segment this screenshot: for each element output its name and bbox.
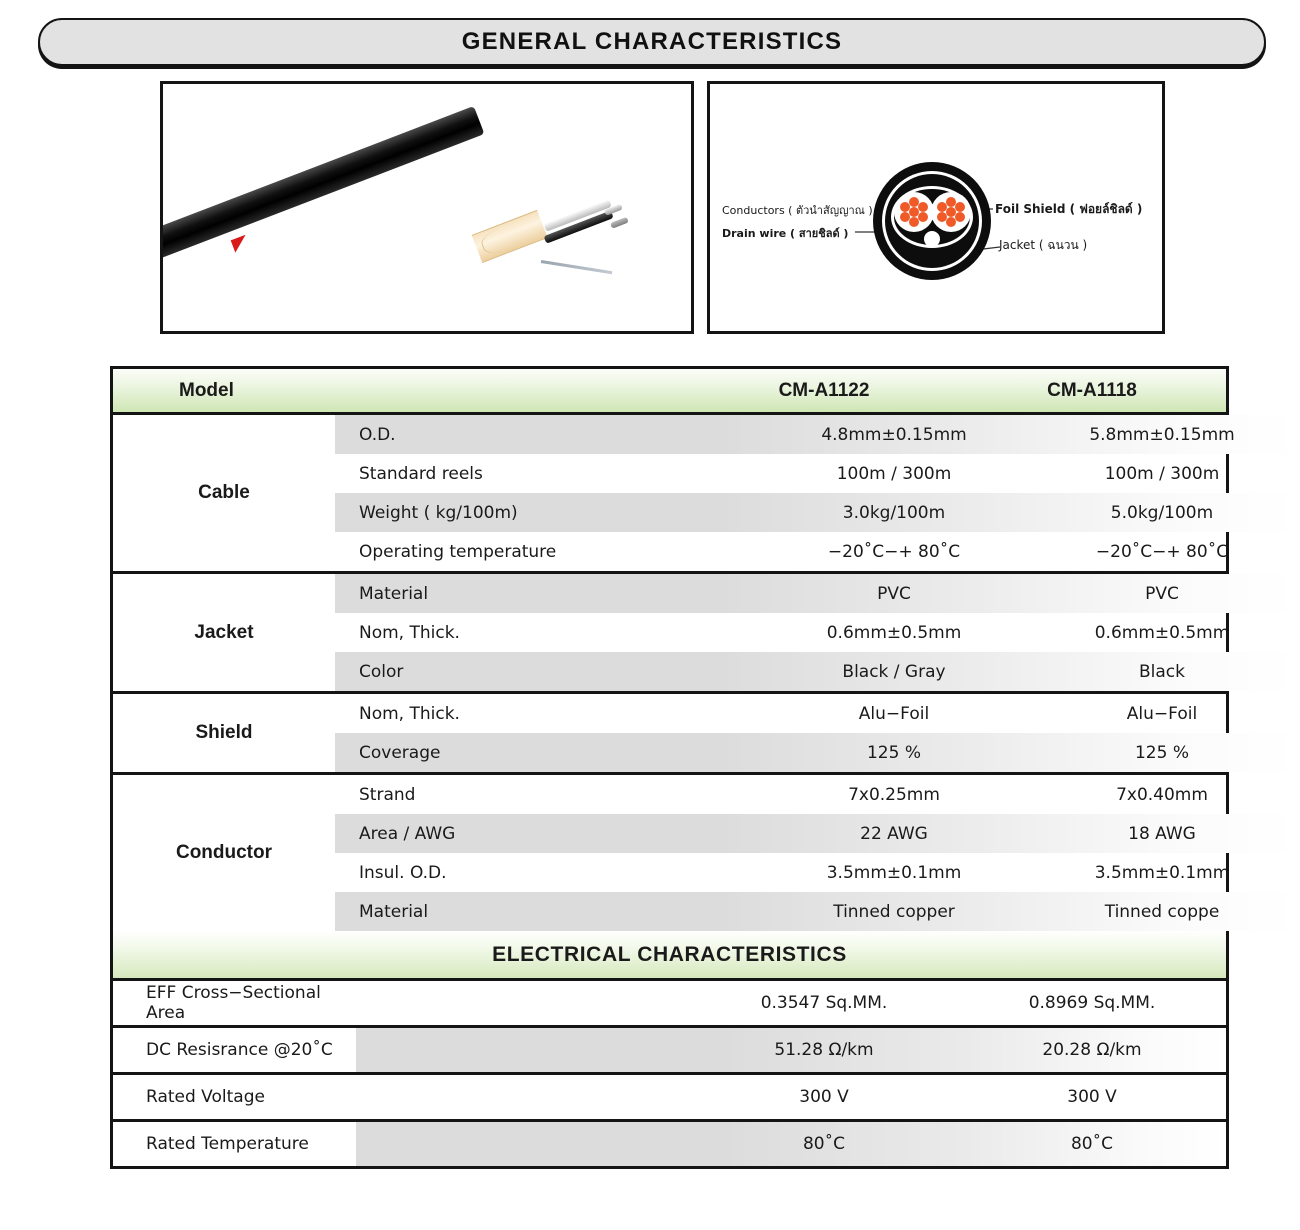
section-category-label: Cable xyxy=(198,482,250,503)
row-value-col1: Tinned copper xyxy=(833,901,955,922)
row-property-label: Coverage xyxy=(359,742,441,763)
drain-wire-illustration xyxy=(541,260,613,274)
header-model-col1: CM-A1122 xyxy=(778,379,870,401)
row-value-col1: Alu−Foil xyxy=(858,703,930,724)
row-property-label: Material xyxy=(359,901,429,922)
electrical-value-col1: 0.3547 Sq.MM. xyxy=(760,993,888,1013)
row-value-col1: 0.6mm±0.5mm xyxy=(826,622,962,643)
cable-cross-section-frame xyxy=(707,81,1165,334)
section-rows xyxy=(335,694,1296,772)
header-category-label: Model xyxy=(179,379,234,401)
section-category-label: Jacket xyxy=(194,621,254,643)
electrical-row-label: Rated Temperature xyxy=(113,1134,356,1154)
electrical-value-col1: 80˚C xyxy=(802,1134,845,1154)
electrical-row xyxy=(113,1028,1226,1075)
table-row xyxy=(335,415,1296,454)
header-model-col2: CM-A1118 xyxy=(1047,379,1137,401)
cable-photo-frame xyxy=(160,81,694,334)
table-row xyxy=(335,694,1296,733)
table-section xyxy=(113,574,1230,694)
table-section xyxy=(113,775,1230,931)
row-value-col1: 125 % xyxy=(866,742,921,763)
electrical-rows xyxy=(113,981,1226,1166)
row-value-col1: 22 AWG xyxy=(860,823,928,844)
electrical-row xyxy=(113,1122,1226,1166)
row-value-col1: 3.5mm±0.1mm xyxy=(826,862,962,883)
table-row xyxy=(335,814,1296,853)
row-value-col1: Black / Gray xyxy=(842,661,946,682)
section-rows xyxy=(335,775,1296,931)
table-header-row xyxy=(113,369,1226,415)
row-value-col2: −20˚C−+ 80˚C xyxy=(1095,541,1229,562)
table-row xyxy=(335,532,1296,571)
electrical-value-col2: 300 V xyxy=(1067,1087,1117,1107)
row-property-label: Operating temperature xyxy=(359,541,557,562)
table-row xyxy=(335,574,1296,613)
electrical-row xyxy=(113,981,1226,1028)
row-value-col2: 7x0.40mm xyxy=(1116,784,1208,805)
drain-wire-dot xyxy=(924,231,940,247)
row-property-label: Material xyxy=(359,583,429,604)
electrical-value-col1: 51.28 Ω/km xyxy=(774,1040,874,1060)
label-jacket: Jacket ( ฉนวน ) xyxy=(999,238,1088,252)
table-sections xyxy=(113,415,1235,931)
row-property-label: Standard reels xyxy=(359,463,483,484)
row-value-col2: 5.0kg/100m xyxy=(1110,502,1214,523)
row-property-label: Insul. O.D. xyxy=(359,862,447,883)
row-property-label: Weight ( kg/100m) xyxy=(359,502,518,523)
label-foil-shield: Foil Shield ( ฟอยล์ชิลด์ ) xyxy=(995,202,1143,216)
cm-swoosh-icon xyxy=(231,235,251,253)
conductor-tip-black-illustration xyxy=(610,217,629,229)
row-value-col2: Tinned coppe xyxy=(1104,901,1220,922)
table-row xyxy=(335,613,1296,652)
table-row xyxy=(335,733,1296,772)
table-row xyxy=(335,853,1296,892)
table-section xyxy=(113,415,1235,574)
row-property-label: Nom, Thick. xyxy=(359,622,460,643)
table-row xyxy=(335,454,1296,493)
table-row xyxy=(335,652,1296,691)
label-drain-wire: Drain wire ( สายชิลด์ ) xyxy=(722,227,849,240)
electrical-row xyxy=(113,1075,1226,1122)
electrical-row-label: Rated Voltage xyxy=(113,1087,356,1107)
row-property-label: Strand xyxy=(359,784,416,805)
table-row xyxy=(335,775,1296,814)
electrical-value-col2: 0.8969 Sq.MM. xyxy=(1028,993,1156,1013)
row-value-col2: 18 AWG xyxy=(1128,823,1196,844)
page-title: GENERAL CHARACTERISTICS xyxy=(461,28,843,55)
section-rows xyxy=(335,415,1296,571)
section-category-label: Conductor xyxy=(175,842,273,863)
row-property-label: O.D. xyxy=(359,424,396,445)
electrical-characteristics-header: ELECTRICAL CHARACTERISTICS xyxy=(113,931,1226,981)
specification-table xyxy=(110,366,1235,1169)
table-row xyxy=(335,493,1296,532)
electrical-value-col2: 80˚C xyxy=(1070,1134,1113,1154)
row-value-col1: 7x0.25mm xyxy=(848,784,940,805)
cable-jacket-illustration xyxy=(160,106,484,266)
section-category-label: Shield xyxy=(195,722,253,743)
row-value-col2: 3.5mm±0.1mm xyxy=(1094,862,1230,883)
row-value-col2: Alu−Foil xyxy=(1126,703,1198,724)
row-property-label: Area / AWG xyxy=(359,823,456,844)
electrical-value-col1: 300 V xyxy=(799,1087,849,1107)
row-value-col2: Black xyxy=(1139,661,1185,682)
row-property-label: Color xyxy=(359,661,404,682)
row-value-col2: 125 % xyxy=(1134,742,1189,763)
row-property-label: Nom, Thick. xyxy=(359,703,460,724)
row-value-col1: PVC xyxy=(877,583,911,604)
cable-foil-illustration xyxy=(472,210,548,263)
electrical-row-label: EFF Cross−Sectional Area xyxy=(113,983,356,1023)
electrical-row-label: DC Resisrance @20˚C xyxy=(113,1040,356,1060)
row-value-col2: PVC xyxy=(1145,583,1179,604)
row-value-col1: 4.8mm±0.15mm xyxy=(821,424,967,445)
row-value-col2: 5.8mm±0.15mm xyxy=(1089,424,1235,445)
page-title-banner xyxy=(38,18,1266,66)
row-value-col1: 100m / 300m xyxy=(836,463,952,484)
label-conductors: Conductors ( ตัวนำสัญญาณ ) xyxy=(722,204,873,217)
row-value-col2: 0.6mm±0.5mm xyxy=(1094,622,1230,643)
cm-brand-logo: CM xyxy=(196,242,224,266)
electrical-value-col2: 20.28 Ω/km xyxy=(1042,1040,1142,1060)
row-value-col1: −20˚C−+ 80˚C xyxy=(827,541,961,562)
row-value-col2: 100m / 300m xyxy=(1104,463,1220,484)
table-row xyxy=(335,892,1296,931)
table-section xyxy=(113,694,1226,775)
row-value-col1: 3.0kg/100m xyxy=(842,502,946,523)
section-rows xyxy=(335,574,1296,691)
